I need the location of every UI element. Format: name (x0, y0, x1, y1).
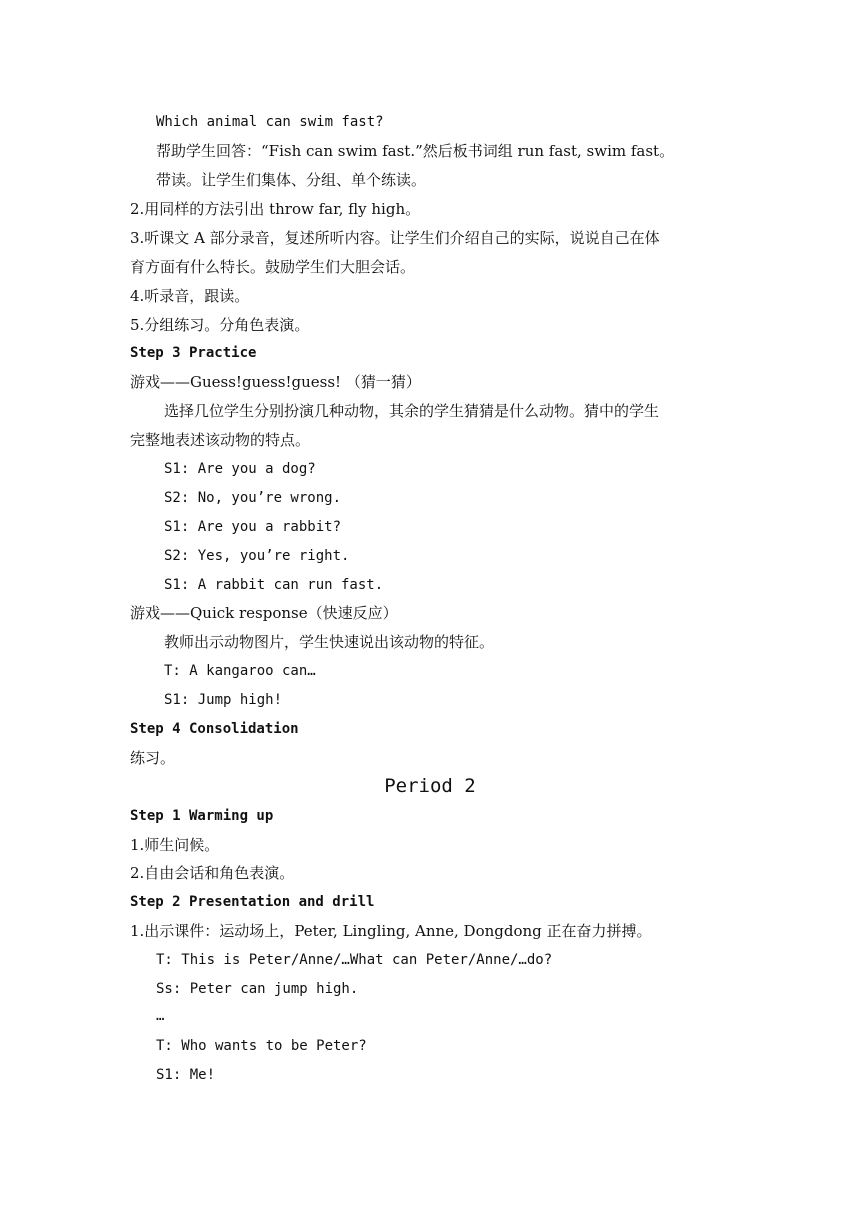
text-line: 教师出示动物图片，学生快速说出该动物的特征。 (164, 633, 495, 651)
list-item: 4.听录音，跟读。 (130, 287, 250, 305)
ellipsis-line: … (156, 1008, 165, 1024)
dialogue-line: S1: Jump high! (164, 692, 283, 708)
dialogue-line: S1: A rabbit can run fast. (164, 577, 384, 593)
section-heading: Step 3 Practice (130, 345, 257, 361)
list-item: 1.师生问候。 (130, 836, 220, 854)
game-heading: 游戏——Quick response（快速反应） (130, 604, 398, 622)
dialogue-line: T: This is Peter/Anne/…What can Peter/Anne/…do? (156, 952, 553, 968)
dialogue-line: S2: Yes, you’re right. (164, 548, 350, 564)
text-line: 练习。 (130, 749, 176, 767)
game-heading: 游戏——Guess!guess!guess! （猜一猜） (130, 373, 421, 391)
dialogue-line: S1: Me! (156, 1067, 216, 1083)
section-heading: Step 1 Warming up (130, 808, 274, 824)
dialogue-line: S2: No, you’re wrong. (164, 490, 342, 506)
section-heading: Step 2 Presentation and drill (130, 894, 375, 910)
text-line: 带读。让学生们集体、分组、单个练读。 (156, 171, 427, 189)
dialogue-line: S1: Are you a rabbit? (164, 519, 342, 535)
text-line: 选择几位学生分别扮演几种动物，其余的学生猜猜是什么动物。猜中的学生 (164, 402, 660, 420)
text-line: 完整地表述该动物的特点。 (130, 431, 311, 449)
period-title: Period 2 (384, 775, 476, 797)
dialogue-line: Ss: Peter can jump high. (156, 981, 359, 997)
dialogue-line: T: Who wants to be Peter? (156, 1038, 367, 1054)
text-line: Which animal can swim fast? (156, 114, 384, 130)
section-heading: Step 4 Consolidation (130, 721, 299, 737)
text-line: 育方面有什么特长。鼓励学生们大胆会话。 (130, 258, 416, 276)
list-item: 2.自由会话和角色表演。 (130, 864, 295, 882)
list-item: 1.出示课件：运动场上，Peter, Lingling, Anne, Dongdong 正在奋力拼搏。 (130, 922, 652, 940)
list-item: 3.听课文 A 部分录音，复述所听内容。让学生们介绍自己的实际，说说自己在体 (130, 229, 660, 247)
dialogue-line: S1: Are you a dog? (164, 461, 316, 477)
dialogue-line: T: A kangaroo can… (164, 663, 316, 679)
list-item: 5.分组练习。分角色表演。 (130, 316, 310, 334)
list-item: 2.用同样的方法引出 throw far, fly high。 (130, 200, 421, 218)
text-line: 帮助学生回答：“Fish can swim fast.”然后板书词组 run fast, swim fast。 (156, 142, 675, 160)
